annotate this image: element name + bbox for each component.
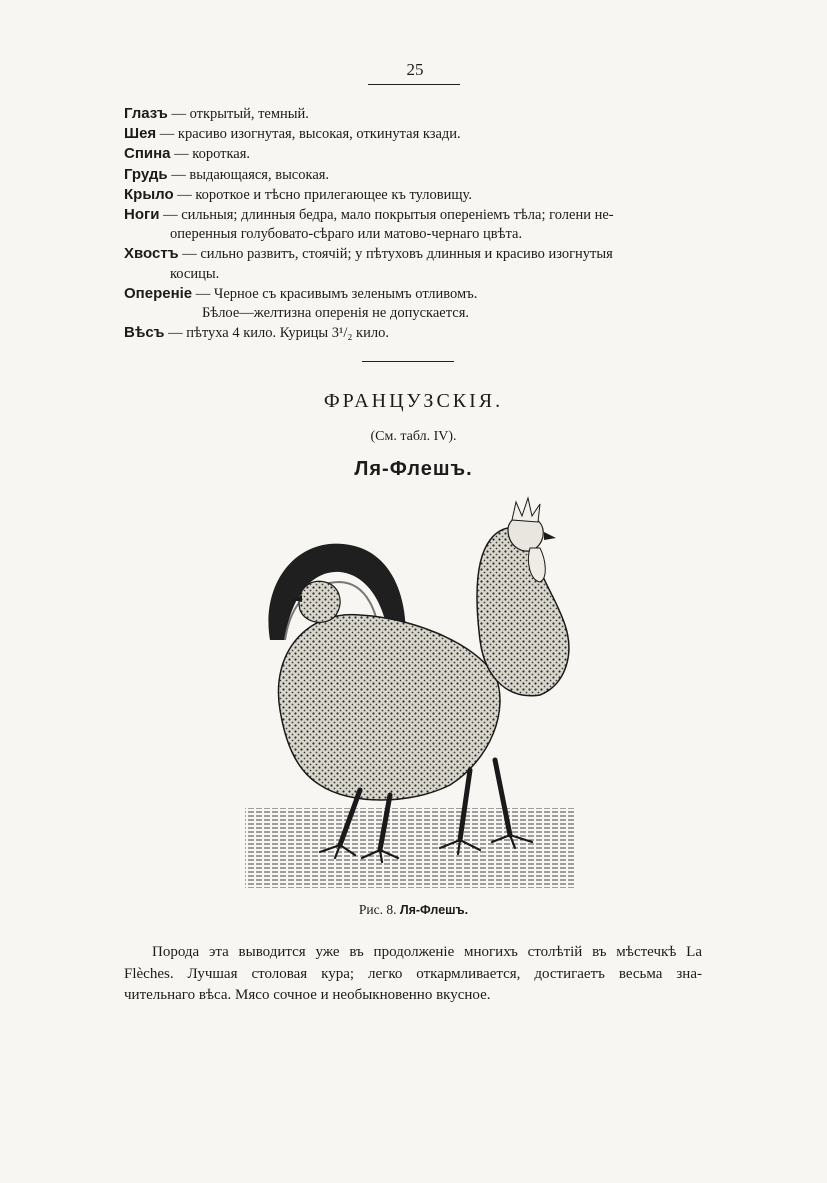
spec-text: оперенныя голубовато-сѣраго или матово-чернаго цвѣта. — [170, 226, 523, 243]
spec-plumage-white — [124, 304, 704, 323]
spec-text: — красиво изогнутая, высокая, откинутая кзади. — [159, 126, 461, 143]
spec-eye — [124, 104, 704, 124]
page-number: 25 — [406, 60, 424, 79]
spec-text: — пѣтуха 4 кило. Курицы 3¹/₂ кило. — [168, 325, 389, 342]
paragraph-line: Порода эта выводится уже въ продолженіе многихъ столѣтій въ мѣстечкѣ La — [152, 944, 702, 960]
spec-term: Спина — [124, 145, 171, 163]
spec-legs — [124, 205, 704, 225]
spec-term: Крыло — [124, 185, 174, 203]
rooster-comb — [512, 498, 540, 522]
spec-term: Вѣсъ — [124, 324, 165, 342]
description-paragraph — [124, 942, 702, 1007]
section-rule — [362, 361, 454, 362]
spec-term: Шея — [124, 125, 157, 143]
spec-text: — выдающаяся, высокая. — [171, 166, 330, 183]
spec-weight — [124, 323, 704, 343]
rooster-hen-illustration — [240, 490, 580, 890]
spec-neck — [124, 124, 704, 144]
spec-tail-continued — [124, 265, 704, 284]
spec-term: Глазъ — [124, 105, 168, 122]
spec-term: Ноги — [124, 206, 160, 224]
spec-text: — короткое и тѣсно прилегающее къ туловищу. — [177, 186, 472, 203]
spec-text: — Черное съ красивымъ зеленымъ отливомъ. — [195, 285, 478, 302]
spec-breast — [124, 165, 704, 185]
spec-text: — сильныя; длинныя бедра, мало покрытыя опереніемъ тѣла; голени не- — [163, 207, 614, 224]
spec-text: — сильно развитъ, стоячій; у пѣтуховъ длинныя и красиво изогнутыя — [182, 246, 613, 263]
paragraph-line: чительнаго вѣса. Мясо сочное и необыкновенно вкусное. — [124, 987, 491, 1003]
spec-text: косицы. — [170, 265, 220, 282]
spec-term: Грудь — [124, 165, 168, 183]
figure-caption — [0, 902, 827, 918]
spec-term: Опереніе — [124, 284, 193, 302]
hen-head — [299, 581, 340, 622]
page-number-rule — [368, 84, 460, 85]
spec-text: Бѣлое—желтизна оперенія не допускается. — [202, 305, 469, 322]
spec-term: Хвостъ — [124, 245, 179, 263]
figure-name: Ля-Флешъ. — [399, 903, 469, 917]
spec-back — [124, 144, 704, 164]
breed-specs — [124, 104, 704, 343]
spec-wing — [124, 185, 704, 205]
breed-title: Ля-Флешъ. — [354, 458, 473, 480]
spec-text: — короткая. — [174, 146, 251, 163]
spec-plumage — [124, 284, 704, 304]
spec-legs-continued — [124, 225, 704, 244]
spec-tail — [124, 244, 704, 264]
paragraph-line: Flèches. Лучшая столовая кура; легко откармливается, достигаетъ весьма зна- — [124, 965, 702, 982]
ground-hatching — [245, 808, 575, 888]
figure-label: Рис. 8. — [358, 902, 397, 917]
table-reference: (См. табл. IV). — [370, 429, 457, 444]
section-title: ФРАНЦУЗСКІЯ. — [323, 390, 504, 412]
spec-text: — открытый, темный. — [171, 106, 309, 122]
rooster-neck — [477, 528, 569, 696]
hen-body — [278, 615, 500, 800]
